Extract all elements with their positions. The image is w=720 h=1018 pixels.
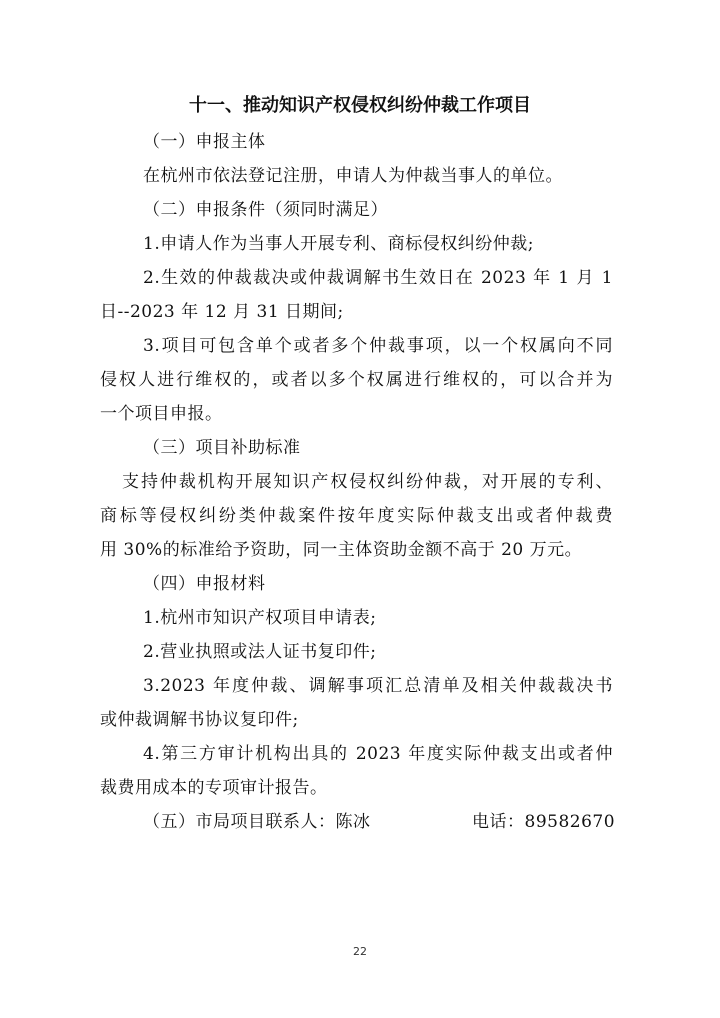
material-item-3-line-1: 3.2023 年度仲裁、调解事项汇总清单及相关仲裁裁决书 xyxy=(143,676,613,696)
condition-item-2-line-2: 日--2023 年 12 月 31 日期间; xyxy=(100,302,344,322)
material-item-2: 2.营业执照或法人证书复印件; xyxy=(143,642,377,662)
paragraph-applicant: 在杭州市依法登记注册，申请人为仲裁当事人的单位。 xyxy=(143,166,563,186)
heading-applicant: （一）申报主体 xyxy=(143,132,266,152)
condition-item-1: 1.申请人作为当事人开展专利、商标侵权纠纷仲裁; xyxy=(143,234,534,254)
material-item-3-line-2: 或仲裁调解书协议复印件; xyxy=(100,710,299,730)
contact-phone: 电话：89582670 xyxy=(472,812,616,832)
material-item-4-line-1: 4.第三方审计机构出具的 2023 年度实际仲裁支出或者仲 xyxy=(143,744,613,764)
material-item-1: 1.杭州市知识产权项目申请表; xyxy=(143,608,377,628)
contact-person: （五）市局项目联系人：陈冰 xyxy=(143,812,371,832)
heading-materials: （四）申报材料 xyxy=(143,574,266,594)
material-item-4-line-2: 裁费用成本的专项审计报告。 xyxy=(100,778,328,798)
heading-conditions: （二）申报条件（须同时满足） xyxy=(143,200,388,220)
page-number: 22 xyxy=(353,945,367,958)
condition-item-3-line-2: 侵权人进行维权的，或者以多个权属进行维权的，可以合并为 xyxy=(100,370,613,390)
subsidy-line-2: 商标等侵权纠纷类仲裁案件按年度实际仲裁支出或者仲裁费 xyxy=(100,506,613,526)
condition-item-3-line-1: 3.项目可包含单个或者多个仲裁事项，以一个权属向不同 xyxy=(143,336,613,356)
condition-item-3-line-3: 一个项目申报。 xyxy=(100,404,223,424)
condition-item-2-line-1: 2.生效的仲裁裁决或仲裁调解书生效日在 2023 年 1 月 1 xyxy=(143,268,613,288)
subsidy-line-1: 支持仲裁机构开展知识产权侵权纠纷仲裁，对开展的专利、 xyxy=(122,472,613,492)
subsidy-line-3: 用 30%的标准给予资助，同一主体资助金额不高于 20 万元。 xyxy=(100,540,583,560)
heading-subsidy: （三）项目补助标准 xyxy=(143,438,301,458)
section-title: 十一、推动知识产权侵权纠纷仲裁工作项目 xyxy=(189,95,531,116)
